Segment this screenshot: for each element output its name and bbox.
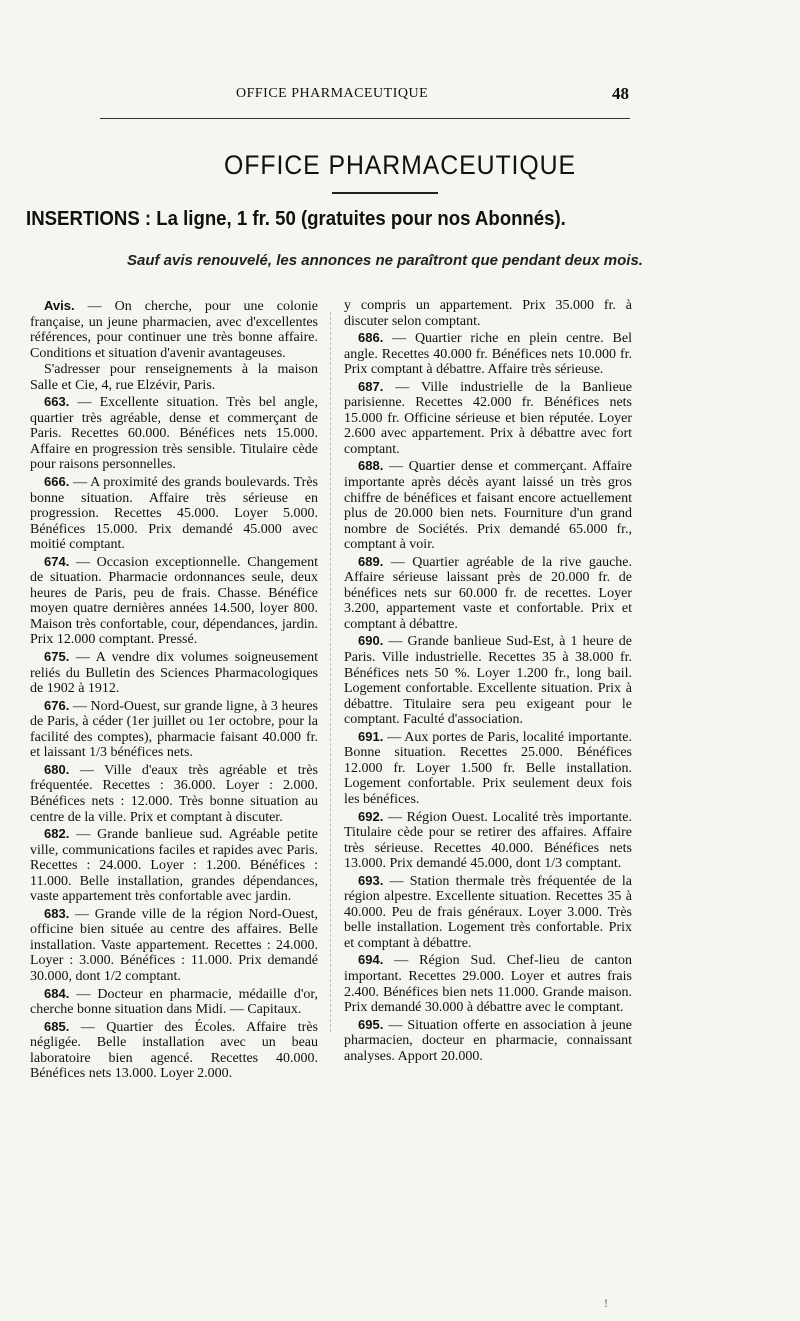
ads-column-left (30, 298, 318, 1083)
page-number: 48 (612, 84, 629, 103)
ad-text: — Ville d'eaux très agréable et très fréquentée. Recettes : 36.000. Loyer : 2.000. Bénéfices nets : 12.000. Très bonne situation au centre de la ville. Prix et comptant à discuter. (30, 762, 318, 825)
corner-mark: ! (604, 1296, 608, 1310)
ad-text: — Excellente situation. Très bel angle, quartier très agréable, dense et commerçant de Paris. Recettes 60.000. Bénéfices nets 15.000. Affaire en progression très sensible. Titulaire cède pour raisons personnelles. (30, 395, 318, 473)
ad-entry (344, 952, 632, 1015)
column-divider (330, 312, 331, 1032)
ad-entry (344, 1017, 632, 1065)
ad-entry (344, 330, 632, 378)
ad-text: — Région Sud. Chef-lieu de canton important. Recettes 29.000. Loyer et autres frais 2.400. Bénéfices bien nets 11.000. Grande maison. Prix demandé 30.000 à débattre avec le comptant. (344, 953, 632, 1016)
ad-number: 680. (44, 761, 70, 777)
page-title: OFFICE PHARMACEUTIQUE (224, 150, 576, 180)
ad-entry (344, 458, 632, 552)
ad-text: — Quartier riche en plein centre. Bel angle. Recettes 40.000 fr. Bénéfices nets 10.000 fr. Prix comptant à débattre. Affaire très sérieuse. (344, 331, 632, 378)
ad-text: — Situation offerte en association à jeune pharmacien, docteur en pharmacie, connaissant analyses. Apport 20.000. (344, 1017, 632, 1064)
ad-entry (30, 474, 318, 553)
ad-text: — A proximité des grands boulevards. Très bonne situation. Affaire très sérieuse en progression. Recettes 45.000. Loyer 5.000. Bénéfices 15.000. Prix demandé 45.000 avec moitié comptant. (30, 475, 318, 553)
ad-text: — Grande banlieue sud. Agréable petite ville, communications faciles et rapides avec Paris. Recettes : 24.000. Loyer : 1.200. Bénéfices : 11.000. Belle installation, grandes dépendances, vaste appartement très confortable avec jardin. (30, 827, 318, 905)
ad-entry (30, 554, 318, 648)
ad-text: — Grande banlieue Sud-Est, à 1 heure de Paris. Ville industrielle. Recettes 35 à 38.000 fr. Bénéfices nets 50 %. Loyer 1.200 fr., long bail. Logement confortable. Excellente situation. Prix à débattre. Titulaire sera peu exigeant pour le comptant. Faculté d'association. (344, 634, 632, 728)
ad-number: 688. (358, 458, 384, 474)
running-head (0, 86, 800, 108)
ad-entry (30, 649, 318, 697)
ad-number: 666. (44, 474, 70, 490)
ad-number: 663. (44, 394, 70, 410)
ad-entry (30, 298, 318, 361)
ad-number: 684. (44, 985, 70, 1001)
ad-number: 693. (358, 872, 384, 888)
ad-text: — Quartier agréable de la rive gauche. Affaire sérieuse laissant près de 20.000 fr. de bénéfices nets sur 60.000 fr. de recettes. Loyer 3.200, appartement vaste et confortable. Prix et comptant à débattre. (344, 554, 632, 632)
ad-text: — Grande ville de la région Nord-Ouest, officine bien située au centre des affaires. Belle installation. Vaste appartement. Recettes : 24.000. Loyer : 3.000. Bénéfices : 11.000. Prix demandé 30.000, dont 1/2 comptant. (30, 906, 318, 984)
ad-number: 676. (44, 697, 70, 713)
ad-entry (344, 379, 632, 458)
ad-text: — Ville industrielle de la Banlieue parisienne. Recettes 42.000 fr. Bénéfices nets 15.000 fr. Officine sérieuse et bien réputée. Loyer 2.600 avec appartement. Prix à débattre avec fort comptant. (344, 379, 632, 457)
ad-number: 674. (44, 553, 70, 569)
ad-entry (344, 298, 632, 329)
ad-entry (344, 809, 632, 872)
renewal-notice: Sauf avis renouvelé, les annonces ne paraîtront que pendant deux mois. (127, 252, 643, 269)
ad-number: 686. (358, 330, 384, 346)
ad-text: — Station thermale très fréquentée de la région alpestre. Excellente situation. Recettes 35 à 40.000. Peu de frais généraux. Loyer 3.000. Très belle installation. Logement très confortable. Prix et comptant à débattre. (344, 873, 632, 951)
ad-number: 683. (44, 905, 70, 921)
ad-text: — Nord-Ouest, sur grande ligne, à 3 heures de Paris, à céder (1er juillet ou 1er octobre, pour la facilité des comptes), pharmacie faisant 40.000 fr. et laissant 1/3 bénéfices nets. (30, 698, 318, 761)
ad-number: 675. (44, 649, 70, 665)
ad-number: Avis. (44, 298, 75, 313)
ad-text: — On cherche, pour une colonie française, un jeune pharmacien, avec d'excellentes références, pour continuer une très bonne affaire. Conditions et situation d'avenir avantageuses. (30, 299, 318, 361)
title-rule (332, 192, 438, 194)
ad-number: 685. (44, 1018, 70, 1034)
insertions-rate: INSERTIONS : La ligne, 1 fr. 50 (gratuites pour nos Abonnés). (26, 208, 566, 230)
ad-entry (30, 826, 318, 905)
ad-text: S'adresser pour renseignements à la maison Salle et Cie, 4, rue Elzévir, Paris. (30, 362, 318, 393)
ad-entry (344, 729, 632, 808)
ad-entry (344, 873, 632, 952)
ad-text: — Aux portes de Paris, localité importante. Bonne situation. Recettes 25.000. Bénéfices 12.000 fr. Loyer 1.500 fr. Belle installation. Logement confortable. Prix seulement deux fois les bénéfices. (344, 729, 632, 807)
ad-number: 691. (358, 728, 384, 744)
ad-text: y compris un appartement. Prix 35.000 fr. à discuter selon comptant. (344, 298, 632, 329)
ad-entry (344, 554, 632, 633)
ad-entry (30, 394, 318, 473)
ad-entry (30, 762, 318, 825)
ad-text: — A vendre dix volumes soigneusement reliés du Bulletin des Sciences Pharmacologiques de 1902 à 1912. (30, 650, 318, 697)
ad-number: 682. (44, 826, 70, 842)
ad-text: — Occasion exceptionnelle. Changement de situation. Pharmacie ordonnances seule, deux heures de Paris, peu de frais. Chasse. Bénéfice moyen quatre dernières années 14.500, loyer 800. Maison très confortable, cour, dépendances, jardin. Prix 12.000 comptant. Pressé. (30, 554, 318, 648)
running-title: OFFICE PHARMACEUTIQUE (236, 86, 429, 101)
ads-column-right (344, 298, 632, 1065)
ad-text: — Quartier dense et commerçant. Affaire importante après décès ayant laissé un très gros chiffre de bénéfices et faisant encore actuellement plus de 20.000 bien nets. Fourniture d'un grand nombre de Sociétés. Prix demandé 65.000 fr., comptant à voir. (344, 459, 632, 553)
header-rule (100, 118, 630, 119)
ad-entry (30, 986, 318, 1018)
ad-number: 692. (358, 808, 384, 824)
ad-number: 687. (358, 378, 384, 394)
ad-number: 690. (358, 633, 384, 649)
ad-entry (344, 633, 632, 727)
ad-entry (30, 1019, 318, 1082)
ad-number: 695. (358, 1016, 384, 1032)
ad-text: — Quartier des Écoles. Affaire très négligée. Belle installation avec un beau laboratoire bien agencé. Recettes 40.000. Bénéfices nets 13.000. Loyer 2.000. (30, 1019, 318, 1082)
ad-text: — Docteur en pharmacie, médaille d'or, cherche bonne situation dans Midi. — Capitaux. (30, 986, 318, 1018)
ad-text: — Région Ouest. Localité très importante. Titulaire cède pour se retirer des affaires. Affaire très sérieuse. Recettes 40.000. Bénéfices nets 13.000. Prix demandé 45.000, dont 1/3 comptant. (344, 809, 632, 872)
ad-entry (30, 906, 318, 985)
ad-number: 689. (358, 553, 384, 569)
ad-entry (30, 698, 318, 761)
ad-number: 694. (358, 952, 384, 968)
ad-entry (30, 362, 318, 393)
